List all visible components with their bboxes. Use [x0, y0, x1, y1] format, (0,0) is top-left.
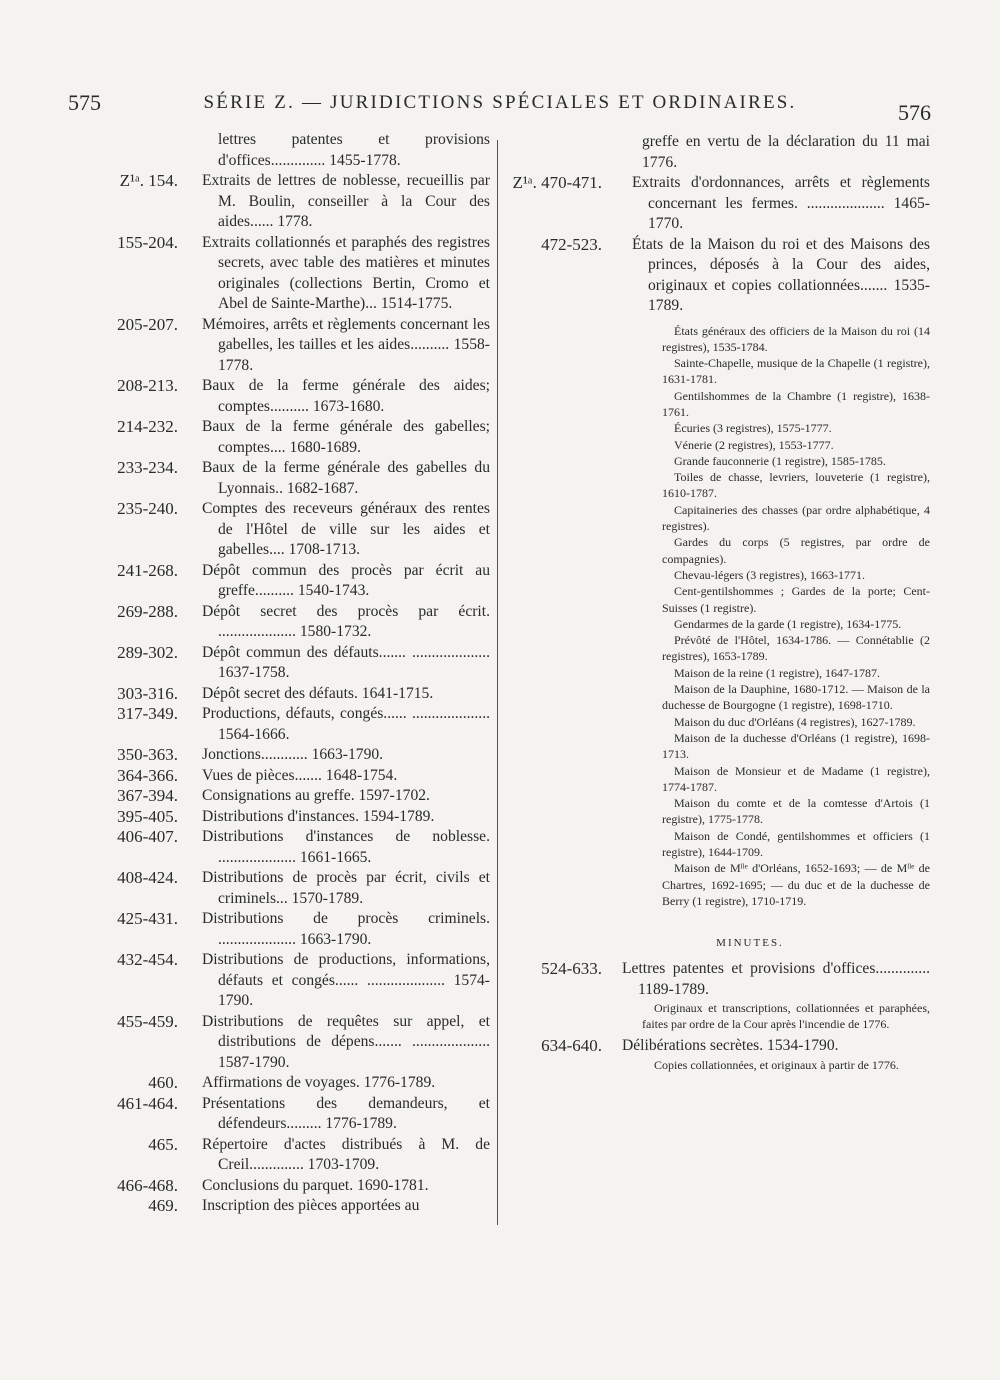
entry-call-number: 241-268.	[117, 560, 178, 580]
note-item: Maison de la Dauphine, 1680-1712. — Maison de la duchesse de Bourgogne (1 registre), 1698-1710.	[662, 682, 930, 713]
entry-description: Vues de pièces....... 1648-1754.	[202, 766, 398, 784]
note-item: États généraux des officiers de la Maison du roi (14 registres), 1535-1784.	[662, 323, 930, 354]
entry-description: greffe en vertu de la déclaration du 11 mai 1776.	[642, 133, 930, 171]
archive-entry	[70, 909, 490, 950]
note-item: Maison de Mˡˡᵉ d'Orléans, 1652-1693; — de Mˡˡᵉ de Chartres, 1692-1695; — du duc et de la duchesse de Berry (1 registre), 1710-1719.	[662, 861, 930, 908]
archive-entry	[70, 1012, 490, 1074]
note-item: Toiles de chasse, levriers, louveterie (1 registre), 1610-1787.	[662, 470, 930, 501]
page-number-left: 575	[68, 90, 101, 115]
entry-description: Extraits d'ordonnances, arrêts et règlements concernant les fermes. .................... 1465-1770.	[632, 174, 930, 232]
archive-entry	[70, 315, 490, 377]
right-column	[510, 132, 930, 1077]
entry-description: lettres patentes et provisions d'offices.............. 1455-1778.	[218, 131, 490, 169]
entry-description: Baux de la ferme générale des gabelles du Lyonnais.. 1682-1687.	[202, 459, 490, 497]
entry-description: Délibérations secrètes. 1534-1790.	[622, 1037, 839, 1055]
archive-entry	[70, 786, 490, 807]
left-column	[70, 130, 490, 1217]
note-item: Gendarmes de la garde (1 registre), 1634-1775.	[674, 616, 902, 631]
entry-description: Baux de la ferme générale des gabelles; comptes.... 1680-1689.	[202, 418, 490, 456]
entry-description: Distributions de productions, informations, défauts et congés...... .................... 1574-1790.	[202, 951, 490, 1009]
entry-call-number: Z¹ᵃ. 470-471.	[512, 173, 602, 192]
note-item: Gentilshommes de la Chambre (1 registre), 1638-1761.	[662, 388, 930, 419]
column-divider	[497, 140, 498, 1225]
entry-description: Distributions d'instances de noblesse. .................... 1661-1665.	[202, 828, 490, 866]
archive-entry	[70, 499, 490, 561]
minutes-heading: MINUTES.	[716, 937, 784, 950]
entry-description: Jonctions............ 1663-1790.	[202, 746, 384, 763]
archive-entry	[70, 766, 490, 787]
archive-entry	[70, 458, 490, 499]
page-header	[0, 90, 1000, 130]
entry-description: Inscription des pièces apportées au	[202, 1197, 420, 1214]
entry-description: États de la Maison du roi et des Maisons des princes, déposés à la Cour des aides, originaux et copies collationnées....... 1535-1789.	[632, 235, 930, 314]
note-item: Maison de Monsieur et de Madame (1 registre), 1774-1787.	[662, 763, 930, 794]
archive-entry	[70, 684, 490, 705]
note-item: Maison du comte et de la comtesse d'Artois (1 registre), 1775-1778.	[662, 796, 930, 827]
entry-call-number: 289-302.	[117, 642, 178, 662]
archive-entry	[510, 1036, 930, 1057]
note-item: Maison de Condé, gentilshommes et officiers (1 registre), 1644-1709.	[662, 828, 930, 859]
archive-entry	[70, 233, 490, 315]
entry-call-number: 465.	[148, 1134, 178, 1154]
entry-description: Dépôt commun des défauts....... .................... 1637-1758.	[202, 643, 490, 681]
entry-description: Mémoires, arrêts et règlements concernant les gabelles, les tailles et les aides.......... 1558-1778.	[202, 315, 490, 374]
entry-call-number: Z¹ᵃ. 154.	[119, 171, 178, 190]
entry-description: Distributions de requêtes sur appel, et distributions de dépens....... .................... 1587-1790.	[202, 1012, 490, 1071]
entry-description: Baux de la ferme générale des aides; comptes.......... 1673-1680.	[202, 377, 490, 415]
entry-call-number: 367-394.	[117, 786, 178, 805]
archive-entry	[70, 745, 490, 766]
note-item: Sainte-Chapelle, musique de la Chapelle (1 registre), 1631-1781.	[662, 356, 930, 387]
maison-notes	[662, 323, 930, 910]
archive-entry	[70, 1135, 490, 1176]
entry-description: Productions, défauts, congés...... .................... 1564-1666.	[202, 705, 490, 743]
entry-call-number: 364-366.	[117, 765, 178, 785]
archive-entry	[70, 950, 490, 1012]
entry-call-number: 214-232.	[117, 417, 178, 436]
entry-call-number: 406-407.	[117, 827, 178, 846]
entry-call-number: 395-405.	[117, 806, 178, 826]
entry-description: Distributions de procès criminels. .................... 1663-1790.	[202, 910, 490, 948]
entry-description: Lettres patentes et provisions d'offices.............. 1189-1789.	[622, 960, 930, 998]
entry-description: Présentations des demandeurs, et défendeurs......... 1776-1789.	[202, 1094, 490, 1132]
note-item: Capitaineries des chasses (par ordre alphabétique, 4 registres).	[662, 502, 930, 534]
archive-entry	[70, 1196, 490, 1217]
entry-description: Dépôt secret des défauts. 1641-1715.	[202, 684, 434, 702]
archive-entry	[70, 1176, 490, 1197]
note-item: Gardes du corps (5 registres, par ordre de compagnies).	[662, 535, 930, 566]
entry-call-number: 472-523.	[541, 234, 602, 254]
entry-call-number: 317-349.	[117, 704, 178, 723]
entry-call-number: 303-316.	[117, 683, 178, 703]
entry-call-number: 455-459.	[117, 1011, 178, 1031]
entry-description: Extraits de lettres de noblesse, recueillis par M. Boulin, conseiller à la Cour des aides...... 1778.	[202, 172, 490, 230]
note-item: Vénerie (2 registres), 1553-1777.	[674, 437, 834, 452]
entry-description: Extraits collationnés et paraphés des registres secrets, avec table des matières et minutes originales (collections Bertin, Cromo et Abel de Sainte-Marthe)... 1514-1775.	[202, 233, 490, 312]
entry-call-number: 634-640.	[541, 1036, 602, 1056]
note-item: Maison de la reine (1 registre), 1647-1787.	[674, 665, 880, 680]
running-title: SÉRIE Z. — JURIDICTIONS SPÉCIALES ET ORDINAIRES.	[203, 92, 797, 113]
archive-entry	[510, 173, 930, 235]
entry-description: Distributions de procès par écrit, civils et criminels... 1570-1789.	[202, 869, 490, 907]
entry-call-number: 469.	[148, 1196, 178, 1215]
entry-call-number: 208-213.	[117, 376, 178, 395]
page-number-right: 576	[898, 100, 931, 125]
archive-entry	[70, 827, 490, 868]
note-item: Maison du duc d'Orléans (4 registres), 1627-1789.	[674, 714, 916, 729]
note-item: Prévôté de l'Hôtel, 1634-1786. — Connétablie (2 registres), 1653-1789.	[662, 633, 930, 664]
entry-call-number: 350-363.	[117, 745, 178, 764]
archive-entry	[70, 130, 490, 171]
entry-call-number: 461-464.	[117, 1093, 178, 1113]
entry-call-number: 425-431.	[117, 909, 178, 928]
archive-entry	[70, 868, 490, 909]
note-item: Maison de la duchesse d'Orléans (1 registre), 1698-1713.	[662, 730, 930, 762]
entry-description: Distributions d'instances. 1594-1789.	[202, 807, 435, 825]
right-entries	[510, 132, 930, 317]
note-item: Cent-gentilshommes ; Gardes de la porte; Cent-Suisses (1 registre).	[662, 584, 930, 615]
minute-note: Originaux et transcriptions, collationnées et paraphées, faites par ordre de la Cour après l'incendie de 1776.	[642, 1001, 930, 1032]
entry-description: Affirmations de voyages. 1776-1789.	[202, 1074, 436, 1091]
entry-description: Répertoire d'actes distribués à M. de Creil.............. 1703-1709.	[202, 1135, 490, 1173]
entry-description: Conclusions du parquet. 1690-1781.	[202, 1176, 429, 1194]
archive-entry	[70, 171, 490, 233]
entry-description: Comptes des receveurs généraux des rentes de l'Hôtel de ville sur les aides et gabelles.... 1708-1713.	[202, 500, 490, 558]
entry-call-number: 460.	[148, 1073, 178, 1092]
note-item: Chevau-légers (3 registres), 1663-1771.	[674, 567, 865, 582]
entry-call-number: 233-234.	[117, 458, 178, 477]
entry-description: Dépôt commun des procès par écrit au greffe.......... 1540-1743.	[202, 561, 490, 599]
archive-entry	[510, 959, 930, 1000]
archive-entry	[70, 1073, 490, 1094]
archive-entry	[70, 561, 490, 602]
archive-entry	[510, 132, 930, 173]
archive-entry	[70, 417, 490, 458]
minute-note: Copies collationnées, et originaux à partir de 1776.	[654, 1057, 899, 1072]
archive-entry	[70, 376, 490, 417]
note-item: Grande fauconnerie (1 registre), 1585-1785.	[674, 453, 886, 468]
entry-call-number: 155-204.	[117, 232, 178, 252]
archive-entry	[70, 602, 490, 643]
archive-entry	[70, 704, 490, 745]
note-item: Écuries (3 registres), 1575-1777.	[674, 421, 832, 436]
entry-call-number: 408-424.	[117, 868, 178, 887]
entry-description: Dépôt secret des procès par écrit. .................... 1580-1732.	[202, 602, 490, 640]
entry-call-number: 269-288.	[117, 601, 178, 621]
entry-call-number: 524-633.	[541, 959, 602, 979]
entry-call-number: 466-468.	[117, 1175, 178, 1195]
entry-call-number: 235-240.	[117, 499, 178, 518]
archive-entry	[70, 1094, 490, 1135]
entry-description: Consignations au greffe. 1597-1702.	[202, 787, 430, 804]
minutes-entries	[510, 959, 930, 1073]
archive-entry	[510, 235, 930, 317]
archive-entry	[70, 807, 490, 828]
entry-call-number: 205-207.	[117, 314, 178, 334]
archive-entry	[70, 643, 490, 684]
entry-call-number: 432-454.	[117, 950, 178, 969]
